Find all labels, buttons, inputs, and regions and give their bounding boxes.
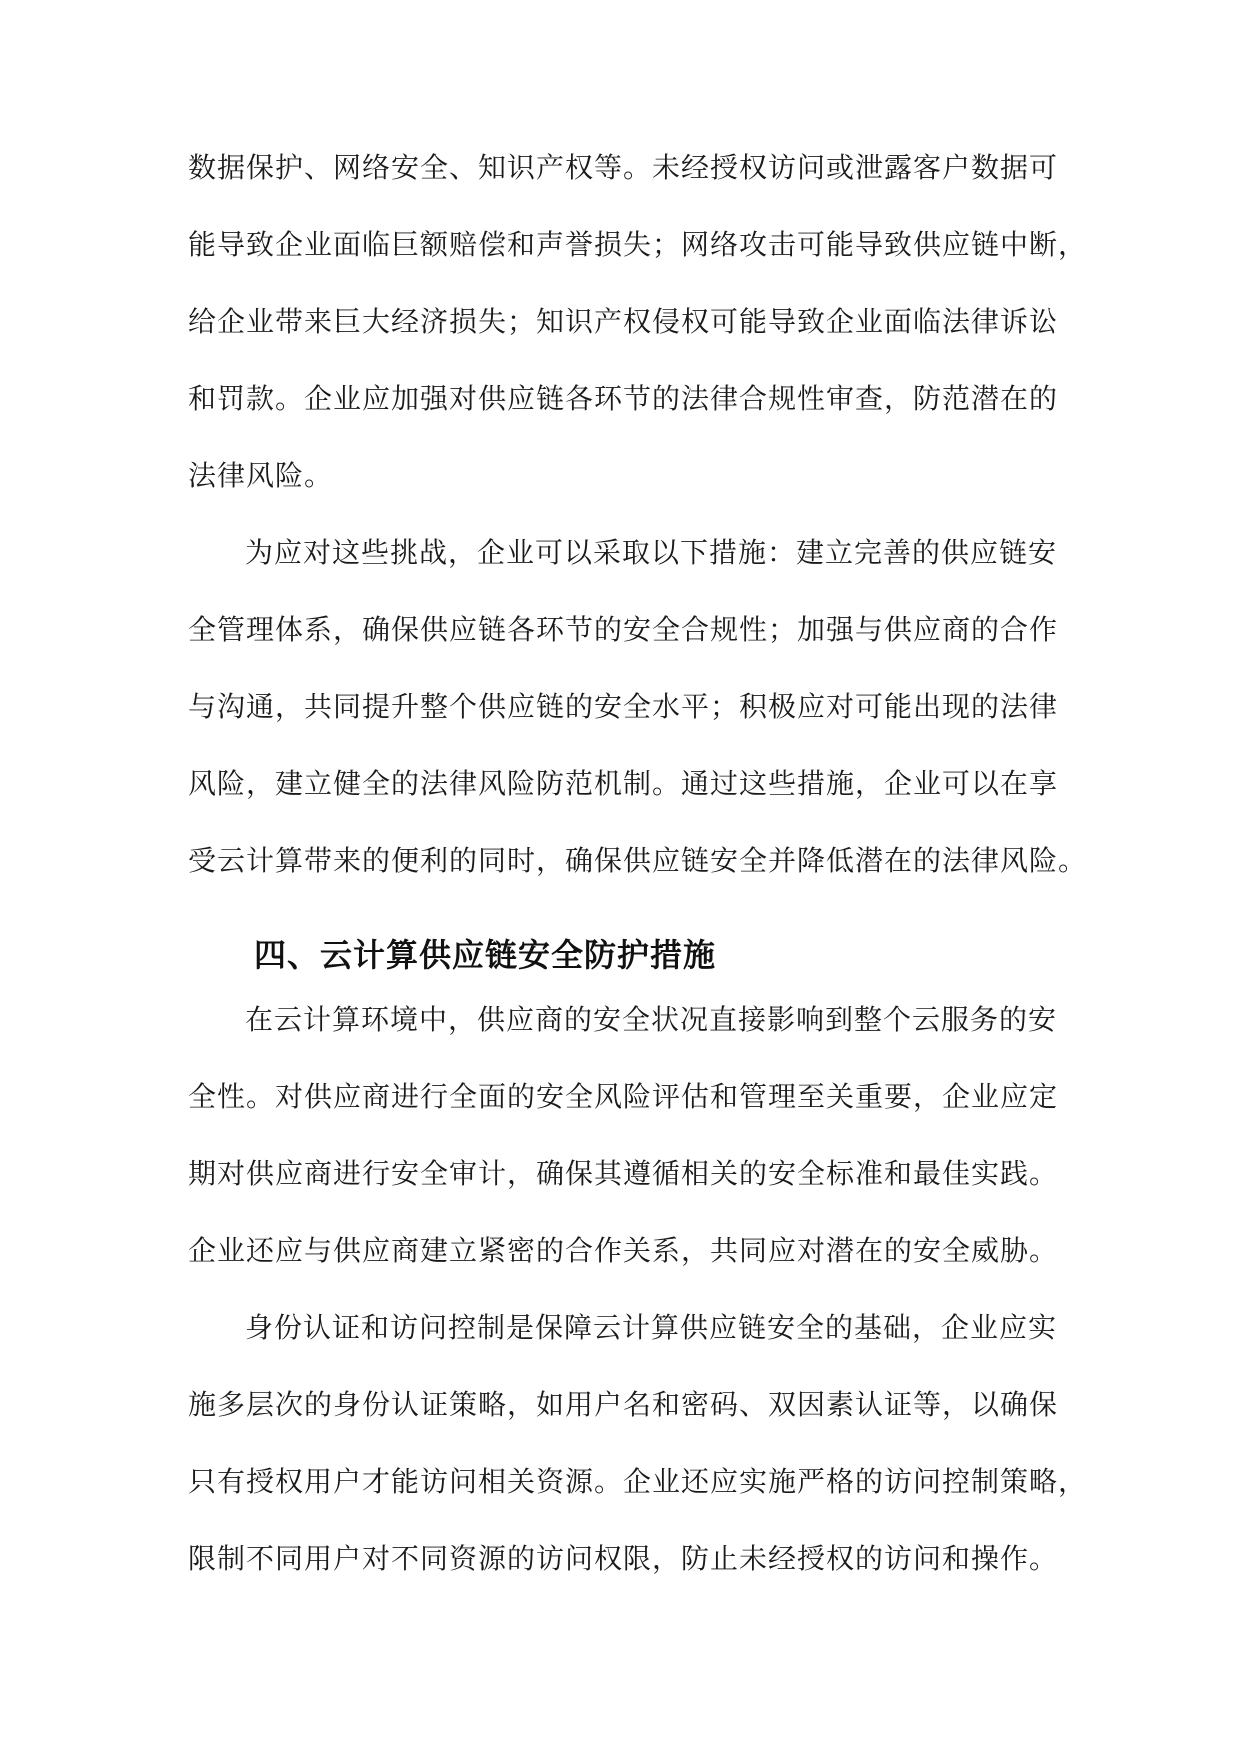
text-line: 限制不同用户对不同资源的访问权限，防止未经授权的访问和操作。 bbox=[188, 1542, 1059, 1575]
text-line: 法律风险。 bbox=[188, 459, 334, 492]
text-line: 受云计算带来的便利的同时，确保供应链安全并降低潜在的法律风险。 bbox=[188, 844, 1088, 877]
text-line: 企业还应与供应商建立紧密的合作关系，共同应对潜在的安全威胁。 bbox=[188, 1234, 1059, 1267]
text-line: 给企业带来巨大经济损失；知识产权侵权可能导致企业面临法律诉讼 bbox=[188, 305, 1059, 338]
text-line: 数据保护、网络安全、知识产权等。未经授权访问或泄露客户数据可 bbox=[188, 151, 1059, 184]
text-line: 全性。对供应商进行全面的安全风险评估和管理至关重要，企业应定 bbox=[188, 1080, 1059, 1113]
text-line: 能导致企业面临巨额赔偿和声誉损失；网络攻击可能导致供应链中断， bbox=[188, 228, 1088, 261]
text-line: 施多层次的身份认证策略，如用户名和密码、双因素认证等，以确保 bbox=[188, 1388, 1059, 1421]
text-line: 身份认证和访问控制是保障云计算供应链安全的基础，企业应实 bbox=[245, 1311, 1058, 1344]
text-line: 全管理体系，确保供应链各环节的安全合规性；加强与供应商的合作 bbox=[188, 613, 1059, 646]
text-line: 在云计算环境中，供应商的安全状况直接影响到整个云服务的安 bbox=[245, 1003, 1058, 1036]
paragraph-block-protection-measures bbox=[188, 1000, 1088, 1616]
paragraph-block-legal-risks bbox=[188, 148, 1088, 918]
text-line: 和罚款。企业应加强对供应链各环节的法律合规性审查，防范潜在的 bbox=[188, 382, 1059, 415]
section-heading: 四、云计算供应链安全防护措施 bbox=[254, 936, 717, 974]
text-line: 只有授权用户才能访问相关资源。企业还应实施严格的访问控制策略， bbox=[188, 1465, 1088, 1498]
text-line: 与沟通，共同提升整个供应链的安全水平；积极应对可能出现的法律 bbox=[188, 690, 1059, 723]
text-line: 期对供应商进行安全审计，确保其遵循相关的安全标准和最佳实践。 bbox=[188, 1157, 1059, 1190]
text-line: 为应对这些挑战，企业可以采取以下措施：建立完善的供应链安 bbox=[245, 536, 1058, 569]
text-line: 风险，建立健全的法律风险防范机制。通过这些措施，企业可以在享 bbox=[188, 767, 1059, 800]
